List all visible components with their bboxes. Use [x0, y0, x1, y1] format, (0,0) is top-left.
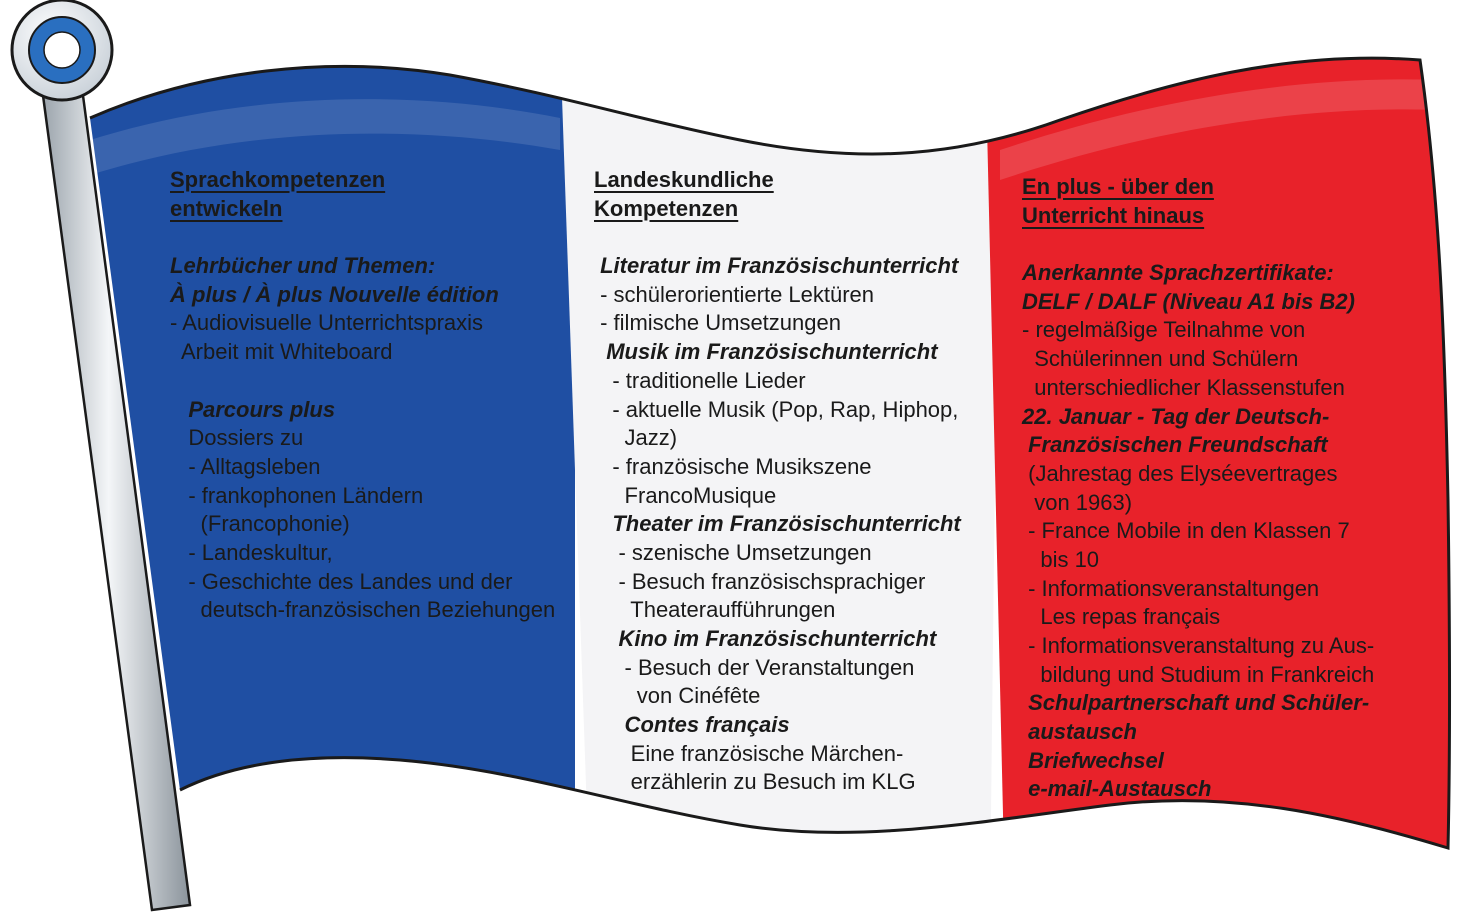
text-line: unterschiedlicher Klassenstufen — [1022, 374, 1345, 400]
text-line: von Cinéfête — [594, 683, 761, 709]
spacer — [1022, 230, 1374, 259]
text-line: - France Mobile in den Klassen 7 — [1022, 518, 1350, 544]
text-line: Eine französische Märchen- — [594, 740, 904, 766]
text-line: - französische Musikszene — [594, 453, 872, 479]
column-heading-line: Unterricht hinaus — [1022, 202, 1205, 228]
subheading-line: Schulpartnerschaft und Schüler- — [1022, 690, 1370, 716]
text-line: Dossiers zu — [170, 425, 304, 451]
text-line: von 1963) — [1022, 489, 1133, 515]
text-line: (Francophonie) — [170, 511, 350, 537]
text-line: - Besuch französischsprachiger — [594, 568, 926, 594]
subheading-line: DELF / DALF (Niveau A1 bis B2) — [1022, 288, 1355, 314]
text-line: - Alltagsleben — [170, 453, 321, 479]
column-heading-line: entwickeln — [170, 195, 283, 221]
text-line: bildung und Studium in Frankreich — [1022, 661, 1375, 687]
subheading-line: Französischen Freundschaft — [1022, 432, 1328, 458]
text-line: deutsch-französischen Beziehungen — [170, 597, 556, 623]
subheading-line: Musik im Französischunterricht — [594, 339, 938, 365]
column-sprachkompetenzen — [170, 166, 555, 625]
text-line: (Jahrestag des Elyséevertrages — [1022, 460, 1338, 486]
subheading-line: Theater im Französischunterricht — [594, 511, 961, 537]
subheading-line: Kino im Französischunterricht — [594, 626, 937, 651]
column-heading-line: En plus - über den — [1022, 174, 1214, 199]
subheading-line: À plus / À plus Nouvelle édition — [170, 281, 499, 307]
text-line: - frankophonen Ländern — [170, 482, 424, 508]
column-heading-line: Kompetenzen — [594, 195, 739, 221]
text-line: Theateraufführungen — [594, 597, 836, 623]
spacer — [170, 367, 555, 396]
text-line: Schülerinnen und Schülern — [1022, 346, 1299, 372]
spacer — [594, 223, 961, 252]
subheading-line: Contes français — [594, 712, 790, 738]
text-line: - regelmäßige Teilnahme von — [1022, 317, 1306, 343]
subheading-line: austausch — [1022, 719, 1137, 745]
spacer — [170, 223, 555, 252]
text-line: - Informationsveranstaltungen — [1022, 575, 1320, 601]
text-line: - Geschichte des Landes und der — [170, 568, 513, 594]
subheading-line: Lehrbücher und Themen: — [170, 253, 436, 279]
column-landeskundliche-kompetenzen — [594, 166, 961, 797]
subheading-line: Parcours plus — [170, 396, 336, 422]
text-line: - traditionelle Lieder — [594, 367, 806, 393]
subheading-line: 22. Januar - Tag der Deutsch- — [1022, 403, 1330, 429]
text-line: Jazz) — [594, 425, 678, 451]
column-heading-line: Landeskundliche — [594, 167, 774, 192]
text-line: - Audiovisuelle Unterrichtspraxis — [170, 310, 484, 336]
text-line: - Informationsveranstaltung zu Aus- — [1022, 633, 1375, 658]
column-heading-line: Sprachkompetenzen — [170, 167, 386, 192]
text-line: - schülerorientierte Lektüren — [594, 281, 875, 307]
text-line: - Landeskultur, — [170, 539, 333, 565]
subheading-line: e-mail-Austausch — [1022, 776, 1212, 802]
subheading-line: Literatur im Französischunterricht — [594, 253, 959, 279]
subheading-line: Anerkannte Sprachzertifikate: — [1022, 260, 1334, 286]
text-line: - aktuelle Musik (Pop, Rap, Hiphop, — [594, 396, 959, 422]
text-line: - Besuch der Veranstaltungen — [594, 654, 915, 680]
column-en-plus — [1022, 173, 1374, 804]
subheading-line: Briefwechsel — [1022, 747, 1164, 773]
text-line: - szenische Umsetzungen — [594, 539, 872, 565]
text-line: bis 10 — [1022, 546, 1100, 572]
text-line: - filmische Umsetzungen — [594, 310, 841, 336]
text-line: Les repas français — [1022, 604, 1221, 630]
text-line: FrancoMusique — [594, 482, 777, 508]
text-line: Arbeit mit Whiteboard — [170, 339, 393, 365]
text-line: erzählerin zu Besuch im KLG — [594, 769, 916, 795]
